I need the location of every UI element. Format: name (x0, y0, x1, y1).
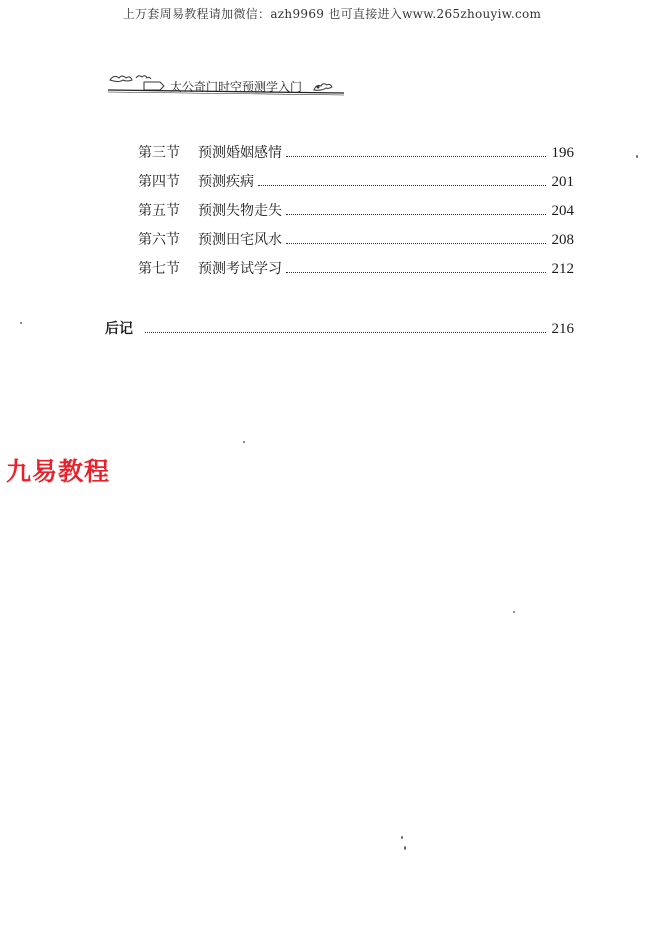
toc-page-number: 208 (551, 232, 574, 248)
toc-section-title: 预测婚姻感情 (198, 145, 282, 161)
toc-section-number: 第五节 (138, 203, 180, 219)
running-header (108, 70, 344, 98)
toc-entry[interactable] (138, 200, 574, 220)
toc-entry[interactable] (138, 142, 574, 162)
toc-section-number: 第七节 (138, 261, 180, 277)
dot-leader (286, 213, 546, 215)
toc-page-number: 204 (551, 203, 574, 219)
toc-section-number: 第四节 (138, 174, 180, 190)
dot-leader (145, 331, 546, 333)
top-notice: 上万套周易教程请加微信：azh9969 也可直接进入www.265zhouyiw.com (122, 7, 542, 21)
toc-afterword-entry[interactable] (105, 318, 574, 338)
toc-page-number: 212 (551, 261, 574, 277)
toc-entry[interactable] (138, 171, 574, 191)
scan-speck (513, 611, 515, 613)
dot-leader (286, 271, 546, 273)
toc-section-number: 第六节 (138, 232, 180, 248)
dot-leader (286, 155, 546, 157)
scan-speck (20, 322, 22, 324)
toc-entry[interactable] (138, 229, 574, 249)
toc-section-title: 预测疾病 (198, 174, 254, 190)
scan-speck (404, 846, 406, 850)
toc-section-title: 预测失物走失 (198, 203, 282, 219)
dot-leader (258, 184, 546, 186)
scan-speck (401, 836, 403, 839)
running-header-title: 太公奇门时空预测学入门 (170, 80, 303, 94)
toc-afterword-title: 后记 (105, 321, 133, 337)
watermark-logo: 九易教程 (6, 457, 111, 486)
scan-speck (243, 441, 245, 443)
toc-section-number: 第三节 (138, 145, 180, 161)
scan-speck (636, 155, 638, 158)
toc-section-title: 预测田宅风水 (198, 232, 282, 248)
toc-page-number: 201 (551, 174, 574, 190)
toc-page-number: 216 (551, 321, 574, 337)
toc-page-number: 196 (551, 145, 574, 161)
toc-section-title: 预测考试学习 (198, 261, 282, 277)
dot-leader (286, 242, 546, 244)
toc-entry[interactable] (138, 258, 574, 278)
